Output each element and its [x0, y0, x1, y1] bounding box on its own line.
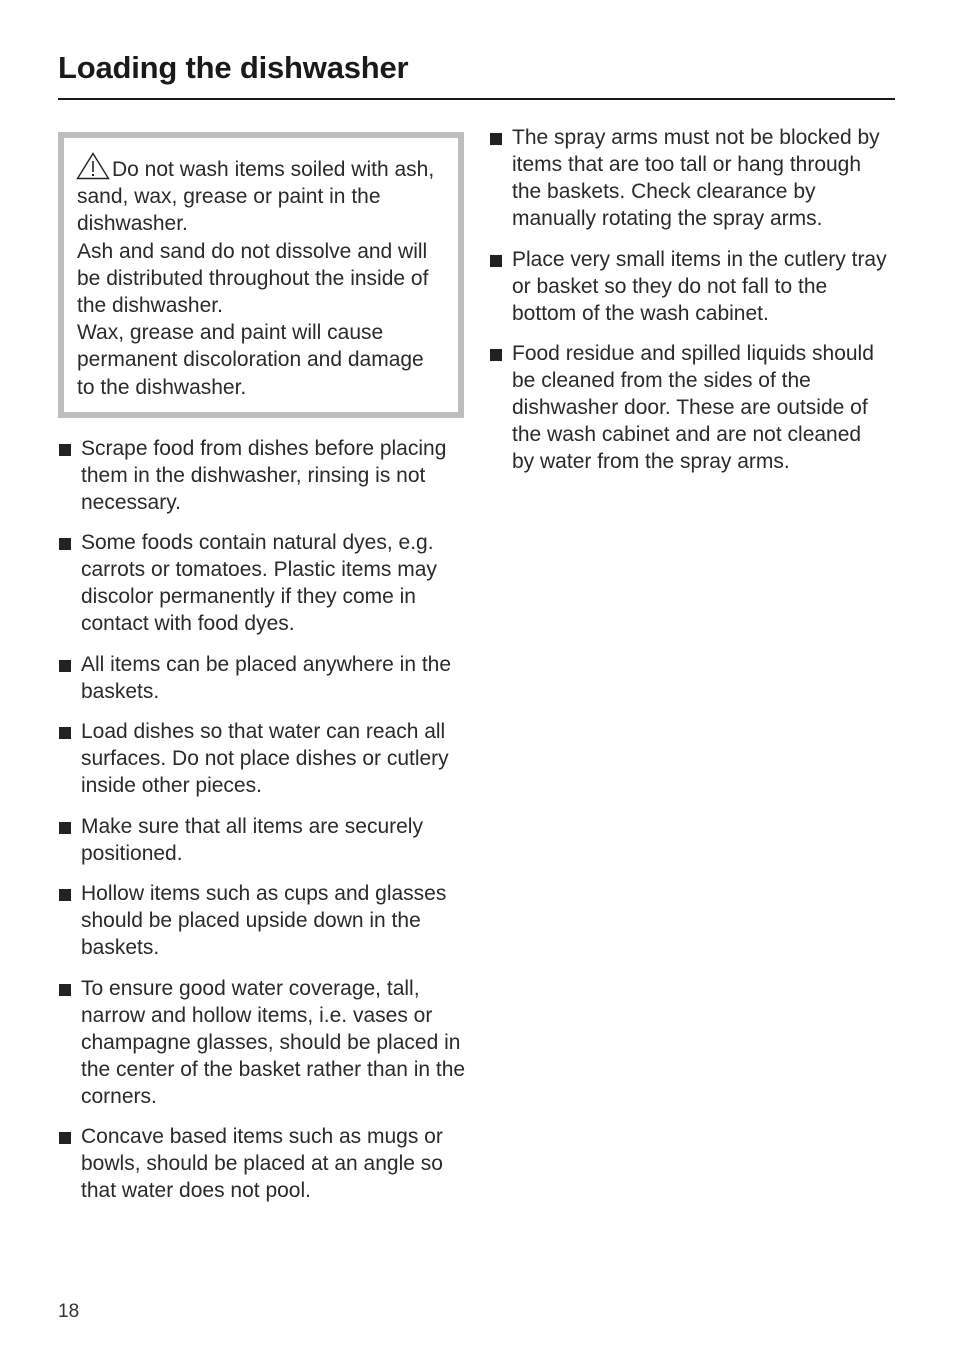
list-item — [489, 340, 889, 475]
list-item-text: Load dishes so that water can reach all surfaces. Do not place dishes or cutlery inside other pieces. — [81, 720, 449, 798]
square-bullet-icon — [59, 538, 71, 550]
list-item — [489, 124, 889, 232]
list-item-text: Hollow items such as cups and glasses should be placed upside down in the baskets. — [81, 882, 447, 960]
list-item — [58, 975, 468, 1110]
list-item — [489, 246, 889, 327]
list-item — [58, 813, 468, 867]
list-item-text: Some foods contain natural dyes, e.g. carrots or tomatoes. Plastic items may discolor permanently if they come in contact with food dyes. — [81, 531, 437, 636]
square-bullet-icon — [59, 727, 71, 739]
square-bullet-icon — [59, 444, 71, 456]
list-item — [58, 651, 468, 705]
warning-line-3: Wax, grease and paint will cause permanent discoloration and damage to the dishwasher. — [77, 321, 424, 399]
warning-box — [58, 132, 464, 418]
list-item — [58, 880, 468, 961]
warning-text-1: Do not wash items soiled with ash, sand, wax, grease or paint in the dishwasher. — [77, 158, 435, 236]
page-title: Loading the dishwasher — [58, 50, 409, 85]
page-number: 18 — [58, 1301, 80, 1322]
list-item-text: Make sure that all items are securely positioned. — [81, 814, 423, 865]
list-item — [58, 718, 468, 799]
warning-line-1 — [77, 152, 446, 238]
square-bullet-icon — [59, 1132, 71, 1144]
title-divider — [58, 98, 895, 100]
warning-triangle-icon — [76, 152, 110, 180]
list-item-text: Concave based items such as mugs or bowls, should be placed at an angle so that water does not pool. — [81, 1125, 443, 1203]
right-bullet-list — [489, 124, 889, 475]
square-bullet-icon — [59, 984, 71, 996]
square-bullet-icon — [59, 822, 71, 834]
left-bullet-list — [58, 435, 468, 1205]
square-bullet-icon — [490, 133, 502, 145]
square-bullet-icon — [59, 889, 71, 901]
list-item-text: All items can be placed anywhere in the baskets. — [81, 652, 452, 703]
list-item-text: Place very small items in the cutlery tray or basket so they do not fall to the bottom of the wash cabinet. — [512, 247, 887, 325]
list-item-text: The spray arms must not be blocked by items that are too tall or hang through the baskets. Check clearance by manually rotating the spray arms. — [512, 126, 880, 230]
square-bullet-icon — [490, 255, 502, 267]
list-item-text: Scrape food from dishes before placing them in the dishwasher, rinsing is not necessary. — [81, 436, 447, 514]
list-item-text: To ensure good water coverage, tall, narrow and hollow items, i.e. vases or champagne glasses, should be placed in the center of the basket rather than in the corners. — [81, 976, 466, 1108]
left-column — [58, 132, 468, 1218]
right-column — [489, 124, 889, 489]
list-item — [58, 435, 468, 516]
list-item — [58, 1123, 468, 1204]
list-item — [58, 529, 468, 637]
list-item-text: Food residue and spilled liquids should be cleaned from the sides of the dishwasher door. These are outside of the wash cabinet and are not cleaned by water from the spray arms. — [512, 342, 874, 473]
square-bullet-icon — [59, 660, 71, 672]
square-bullet-icon — [490, 349, 502, 361]
warning-line-2: Ash and sand do not dissolve and will be distributed throughout the inside of the dishwasher. — [77, 239, 429, 318]
